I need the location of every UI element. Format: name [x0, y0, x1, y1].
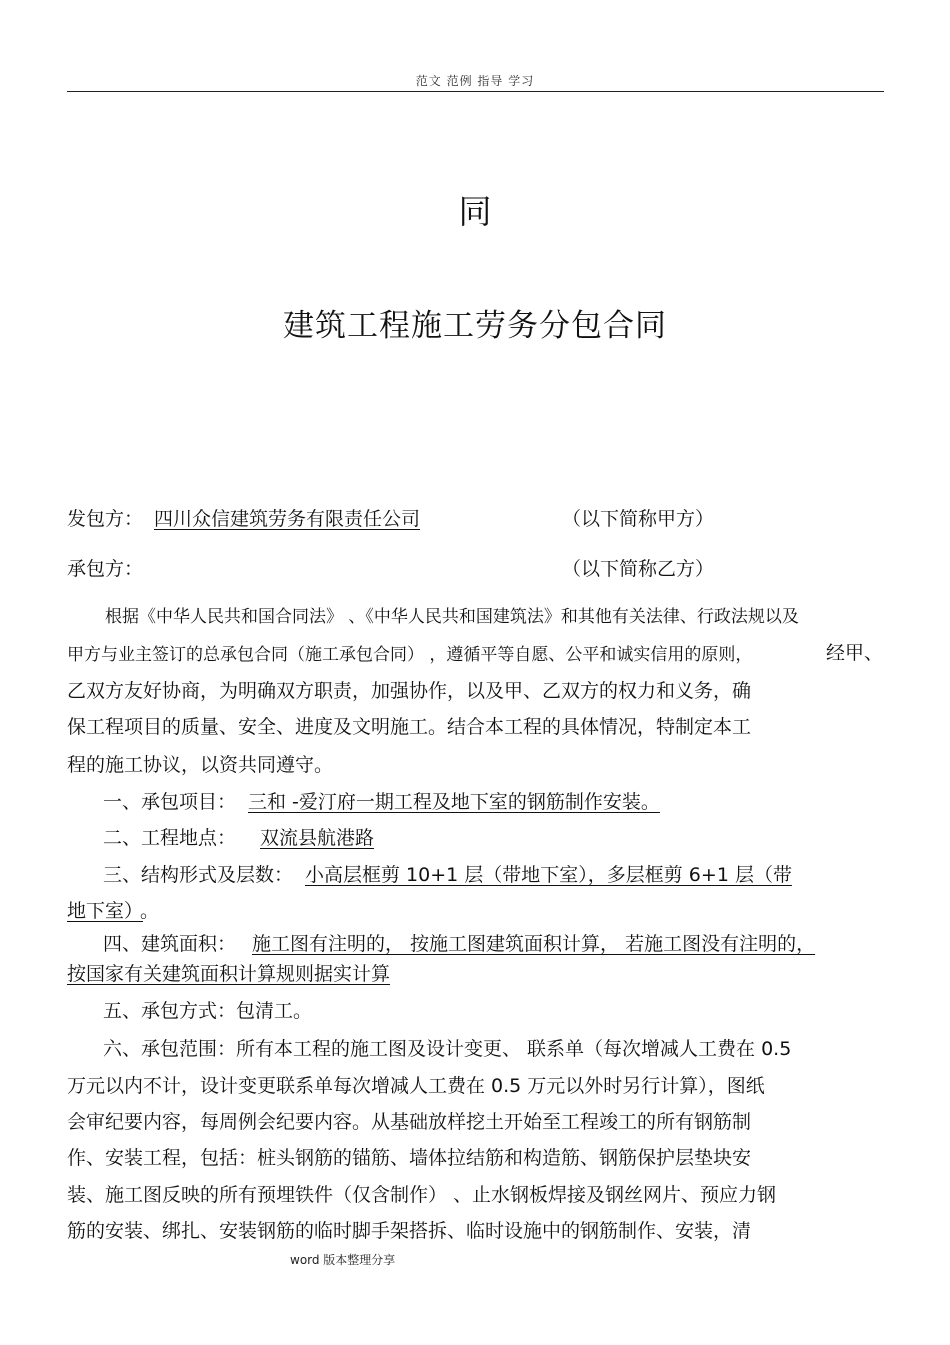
- clause-3-end: 。: [140, 900, 160, 922]
- clause-3-line1: 小高层框剪 10+1 层（带地下室），多层框剪 6+1 层（带: [305, 864, 792, 886]
- party-a-note: （以下简称甲方）: [562, 508, 715, 530]
- clause-4-line1: 施工图有注明的， 按施工图建筑面积计算， 若施工图没有注明的，: [252, 933, 816, 955]
- title-top: 同: [458, 192, 492, 231]
- page-header: 范文 范例 指导 学习: [415, 74, 535, 88]
- document-title: 建筑工程施工劳务分包合同: [283, 308, 667, 344]
- preamble-line: 程的施工协议，以资共同遵守。: [67, 754, 334, 776]
- party-a-value: 四川众信建筑劳务有限责任公司: [154, 508, 421, 530]
- header-rule: [67, 91, 884, 92]
- clause-3-line2: 地下室）: [67, 900, 144, 922]
- clause-1-value: 三和 -爱汀府一期工程及地下室的钢筋制作安装。: [248, 791, 660, 813]
- clause-6-line: 万元以内不计，设计变更联系单每次增减人工费在 0.5 万元以外时另行计算），图纸: [67, 1075, 765, 1097]
- clause-6-line: 会审纪要内容，每周例会纪要内容。从基础放样挖土开始至工程竣工的所有钢筋制: [67, 1111, 752, 1133]
- preamble-line: 甲方与业主签订的总承包合同（施工承包合同） ，遵循平等自愿、公平和诚实信用的原则，: [67, 645, 753, 665]
- party-b-label: 承包方：: [67, 558, 144, 580]
- clause-4-line2: 按国家有关建筑面积计算规则据实计算: [67, 963, 391, 985]
- party-a-label: 发包方：: [67, 508, 144, 530]
- clause-4-label: 四、建筑面积：: [103, 933, 237, 955]
- party-b-note: （以下简称乙方）: [562, 558, 715, 580]
- clause-2-value: 双流县航港路: [260, 827, 375, 849]
- clause-5: 五、承包方式：包清工。: [103, 1000, 313, 1022]
- preamble-line: 保工程项目的质量、安全、进度及文明施工。结合本工程的具体情况，特制定本工: [67, 716, 752, 738]
- clause-6-line: 作、安装工程，包括：桩头钢筋的锚筋、墙体拉结筋和构造筋、钢筋保护层垫块安: [67, 1147, 752, 1169]
- clause-6-line: 装、施工图反映的所有预埋铁件（仅含制作） 、止水钢板焊接及钢丝网片、预应力钢: [67, 1184, 777, 1206]
- clause-3-label: 三、结构形式及层数：: [103, 864, 294, 886]
- clause-6-line: 六、承包范围：所有本工程的施工图及设计变更、 联系单（每次增减人工费在 0.5: [103, 1038, 792, 1060]
- clause-6-line: 筋的安装、绑扎、安装钢筋的临时脚手架搭拆、临时设施中的钢筋制作、安装，清: [67, 1220, 752, 1242]
- preamble-line: 经甲、: [826, 642, 884, 664]
- preamble-line: 根据《中华人民共和国合同法》 、《中华人民共和国建筑法》和其他有关法律、行政法规以及: [105, 607, 799, 627]
- preamble-line: 乙双方友好协商，为明确双方职责，加强协作，以及甲、乙双方的权力和义务，确: [67, 680, 752, 702]
- clause-1-label: 一、承包项目：: [103, 791, 237, 813]
- page-footer: word 版本整理分享: [290, 1253, 396, 1267]
- clause-2-label: 二、工程地点：: [103, 827, 237, 849]
